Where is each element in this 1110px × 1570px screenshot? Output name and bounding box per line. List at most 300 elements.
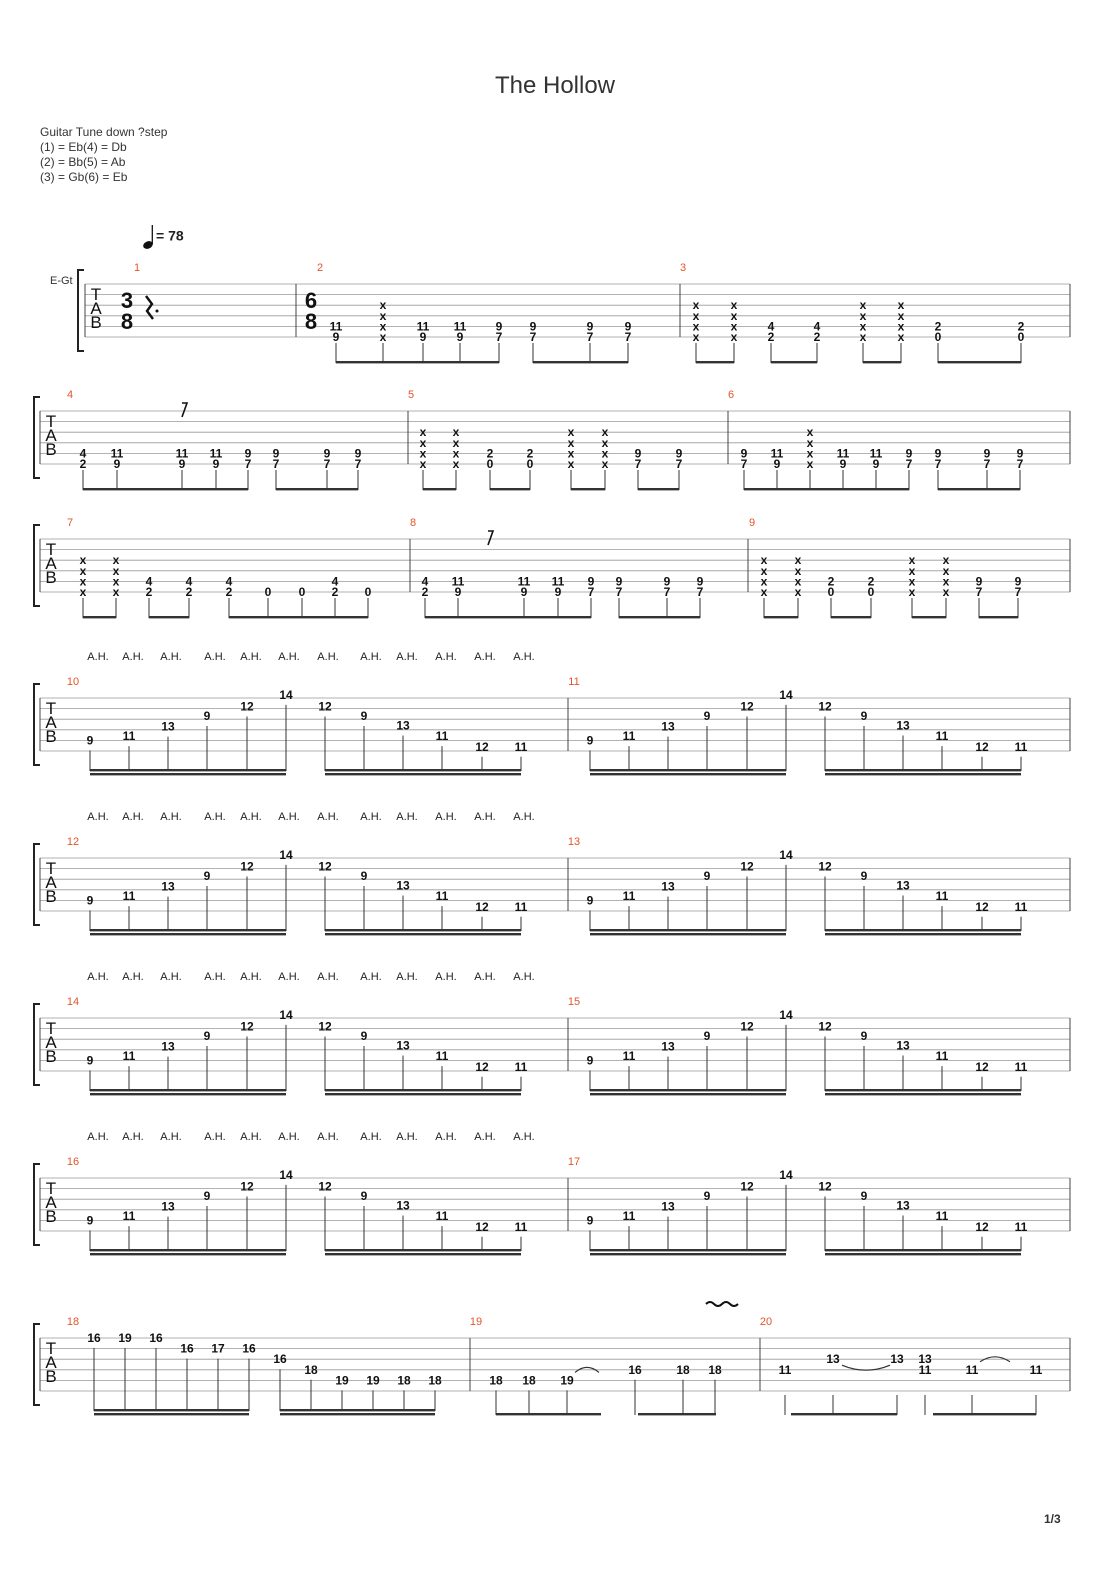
harmonic-fret-number: 12: [318, 1179, 332, 1194]
fret-number: 7: [354, 457, 362, 471]
harmonic-fret-number: 12: [475, 739, 489, 754]
measure-number: 7: [66, 517, 74, 529]
beam: [276, 488, 358, 490]
fret-number: 16: [273, 1352, 287, 1367]
fret-number: 7: [244, 457, 252, 471]
tuning-line: (3) = Gb(6) = Eb: [40, 170, 128, 184]
harmonic-fret-number: 14: [779, 847, 793, 862]
harmonic-fret-number: 13: [661, 719, 675, 734]
beam: [590, 929, 786, 931]
dead-note: x: [897, 298, 905, 313]
track-name: E-Gt: [50, 275, 73, 287]
tab-staff: [34, 1164, 1070, 1245]
beam: [825, 929, 1021, 931]
beam: [696, 361, 734, 363]
staff-bracket: [34, 525, 40, 606]
measure-number: 6: [727, 389, 735, 401]
beam: [938, 361, 1021, 363]
fret-number: 9: [272, 446, 280, 461]
fret-number: 7: [634, 457, 642, 471]
fret-number: 16: [87, 1331, 101, 1345]
harmonic-annotation: A.H.: [278, 651, 300, 663]
fret-number: 2: [145, 585, 153, 599]
dead-note: x: [794, 585, 802, 599]
harmonic-fret-number: 12: [318, 699, 332, 714]
staff-bracket: [34, 1324, 40, 1405]
harmonic-fret-number: 11: [935, 889, 949, 904]
harmonic-fret-number: 9: [703, 709, 711, 724]
beam: [638, 488, 679, 490]
fret-number: 19: [335, 1373, 349, 1388]
harmonic-fret-number: 9: [586, 893, 594, 908]
harmonic-fret-number: 12: [740, 699, 754, 714]
fret-number: 11: [770, 446, 784, 461]
fret-number: 11: [869, 446, 883, 461]
harmonic-annotation: A.H.: [360, 651, 382, 663]
fret-number: 11: [453, 319, 467, 334]
dead-note: x: [601, 457, 609, 471]
harmonic-fret-number: 9: [203, 1189, 211, 1204]
fret-number: 7: [624, 330, 632, 344]
tab-staff: [34, 844, 1070, 925]
dead-note: x: [567, 435, 575, 450]
harmonic-fret-number: 13: [896, 1038, 910, 1053]
beam: [94, 1409, 249, 1411]
fret-number: 9: [332, 330, 340, 344]
harmonic-fret-number: 9: [586, 1053, 594, 1068]
staff-bracket: [34, 1164, 40, 1245]
harmonic-fret-number: 14: [279, 1007, 293, 1022]
dead-note: x: [730, 330, 738, 344]
tab-staff: [34, 1004, 1070, 1085]
tab-clef-letter: B: [90, 313, 102, 332]
beam: [590, 1089, 786, 1091]
harmonic-annotation-row: [87, 811, 534, 823]
measure-number: 19: [469, 1316, 483, 1328]
fret-number: 4: [767, 319, 775, 334]
fret-number: 18: [304, 1362, 318, 1377]
harmonic-annotation: A.H.: [204, 1131, 226, 1143]
harmonic-fret-number: 9: [360, 709, 368, 724]
fret-number: 9: [773, 457, 781, 471]
beam: [771, 361, 817, 363]
measure-number: 18: [66, 1316, 80, 1328]
fret-number: 7: [905, 457, 913, 471]
tab-clef-letter: T: [45, 412, 57, 431]
fret-number: 2: [225, 585, 233, 599]
dead-note: x: [112, 563, 120, 578]
dead-note: x: [452, 457, 460, 471]
beam: [825, 1249, 1021, 1251]
harmonic-fret-number: 13: [396, 878, 410, 893]
fret-number: 16: [242, 1341, 256, 1356]
harmonic-fret-number: 13: [161, 1039, 175, 1054]
harmonic-fret-number: 11: [1014, 899, 1028, 914]
measure-5: [420, 425, 683, 490]
beam: [863, 361, 901, 363]
tab-clef-letter: B: [45, 568, 57, 587]
harmonic-fret-number: 11: [622, 1209, 636, 1224]
beam: [619, 616, 700, 618]
beam: [590, 933, 786, 935]
beam: [496, 1413, 601, 1415]
beam: [90, 1249, 286, 1251]
harmonic-annotation: A.H.: [360, 811, 382, 823]
harmonic-annotation: A.H.: [87, 811, 109, 823]
harmonic-annotation: A.H.: [87, 651, 109, 663]
harmonic-annotation: A.H.: [160, 1131, 182, 1143]
harmonic-annotation: A.H.: [474, 651, 496, 663]
fret-number: 11: [175, 446, 189, 461]
measure-15: [587, 1008, 1028, 1096]
beam: [979, 616, 1018, 618]
tab-clef-letter: T: [45, 1179, 57, 1198]
harmonic-fret-number: 14: [279, 1167, 293, 1182]
tab-staff: [34, 1324, 1070, 1405]
beam: [325, 933, 521, 935]
measure-number: 5: [407, 389, 415, 401]
fret-number: 2: [767, 330, 775, 344]
fret-number: 9: [244, 446, 252, 461]
measure-number: 3: [679, 262, 687, 274]
fret-number: 9: [178, 457, 186, 471]
tab-clef-letter: B: [45, 1367, 57, 1386]
harmonic-fret-number: 13: [396, 1198, 410, 1213]
dead-note: x: [79, 585, 87, 599]
time-signature-bottom: 8: [304, 309, 318, 334]
fret-number: 7: [272, 457, 280, 471]
tuning-line: (2) = Bb(5) = Ab: [40, 155, 126, 169]
fret-number: 18: [428, 1373, 442, 1388]
dead-note: x: [379, 298, 387, 313]
fret-number: 0: [867, 585, 875, 599]
measure-number: 16: [66, 1156, 80, 1168]
harmonic-fret-number: 12: [818, 699, 832, 714]
fret-number: 2: [934, 319, 942, 334]
beam: [90, 929, 286, 931]
harmonic-annotation: A.H.: [474, 811, 496, 823]
measure-13: [587, 848, 1028, 936]
measure-number: 2: [316, 262, 324, 274]
fret-number: 0: [264, 585, 272, 599]
fret-number: 9: [354, 446, 362, 461]
harmonic-fret-number: 11: [935, 1049, 949, 1064]
harmonic-fret-number: 11: [122, 1209, 136, 1224]
harmonic-fret-number: 9: [360, 869, 368, 884]
measure-9: [761, 553, 1022, 618]
fret-number: 9: [323, 446, 331, 461]
harmonic-fret-number: 11: [122, 1049, 136, 1064]
dead-note: x: [379, 330, 387, 344]
fret-number: 7: [529, 330, 537, 344]
fret-number: 18: [397, 1373, 411, 1388]
harmonic-fret-number: 11: [622, 889, 636, 904]
measure-7: [80, 553, 372, 618]
harmonic-annotation: A.H.: [435, 1131, 457, 1143]
measure-16: [87, 1168, 528, 1256]
harmonic-fret-number: 12: [818, 1179, 832, 1194]
harmonic-annotation: A.H.: [240, 1131, 262, 1143]
harmonic-fret-number: 14: [779, 1167, 793, 1182]
harmonic-fret-number: 9: [360, 1029, 368, 1044]
dead-note: x: [897, 308, 905, 323]
harmonic-fret-number: 13: [896, 718, 910, 733]
dead-note: x: [112, 574, 120, 589]
harmonic-fret-number: 11: [1014, 1219, 1028, 1234]
fret-number: 18: [489, 1373, 503, 1388]
dead-note: x: [859, 298, 867, 313]
dead-note: x: [452, 435, 460, 450]
fret-number: 4: [331, 574, 339, 589]
harmonic-fret-number: 12: [240, 859, 254, 874]
harmonic-annotation: A.H.: [360, 971, 382, 983]
fret-number: 2: [867, 574, 875, 589]
measure-number: 10: [66, 676, 80, 688]
harmonic-fret-number: 12: [975, 1219, 989, 1234]
tab-clef-letter: T: [45, 1339, 57, 1358]
harmonic-annotation: A.H.: [204, 651, 226, 663]
beam: [490, 488, 530, 490]
dead-note: x: [601, 435, 609, 450]
fret-number: 11: [551, 574, 565, 589]
harmonic-fret-number: 13: [661, 1199, 675, 1214]
harmonic-annotation: A.H.: [122, 651, 144, 663]
beam: [90, 933, 286, 935]
fret-number: 9: [675, 446, 683, 461]
page-number: 1/3: [1044, 1512, 1061, 1526]
harmonic-annotation: A.H.: [278, 971, 300, 983]
tuning-heading: Guitar Tune down ?step: [40, 125, 168, 139]
beam: [825, 1253, 1021, 1255]
dead-note: x: [379, 308, 387, 323]
rest-symbol: [182, 403, 187, 417]
harmonic-annotation: A.H.: [513, 811, 535, 823]
fret-number: 19: [366, 1373, 380, 1388]
measure-number: 9: [748, 517, 756, 529]
fret-number: 9: [520, 585, 528, 599]
measure-18: [87, 1331, 442, 1415]
harmonic-annotation: A.H.: [474, 1131, 496, 1143]
fret-number: 9: [740, 446, 748, 461]
beam: [933, 1413, 1036, 1415]
measure-10: [87, 688, 528, 776]
beam: [825, 933, 1021, 935]
beam: [325, 1093, 521, 1095]
harmonic-fret-number: 9: [203, 709, 211, 724]
harmonic-fret-number: 13: [896, 1198, 910, 1213]
fret-number: 7: [975, 585, 983, 599]
fret-number: 11: [1029, 1362, 1043, 1377]
measure-number: 17: [567, 1156, 581, 1168]
fret-number: 7: [323, 457, 331, 471]
measure-17: [587, 1168, 1028, 1256]
beam: [825, 1093, 1021, 1095]
fret-number: 7: [495, 330, 503, 344]
harmonic-fret-number: 12: [818, 859, 832, 874]
fret-number: 0: [827, 585, 835, 599]
song-title: The Hollow: [494, 72, 616, 99]
harmonic-annotation: A.H.: [435, 651, 457, 663]
harmonic-annotation: A.H.: [360, 1131, 382, 1143]
harmonic-annotation: A.H.: [513, 971, 535, 983]
fret-number: 11: [329, 319, 343, 334]
beam: [825, 773, 1021, 775]
time-signature: [305, 288, 317, 334]
harmonic-annotation-row: [87, 651, 534, 663]
fret-number: 0: [298, 585, 306, 599]
dead-note: x: [942, 585, 950, 599]
fret-number: 13: [890, 1352, 904, 1367]
fret-number: 7: [1014, 585, 1022, 599]
dead-note: x: [419, 425, 427, 440]
tab-clef-letter: A: [45, 1353, 57, 1372]
beam: [590, 769, 786, 771]
measure-number: 13: [567, 836, 581, 848]
fret-number: 16: [180, 1341, 194, 1356]
harmonic-fret-number: 12: [240, 699, 254, 714]
harmonic-fret-number: 13: [396, 718, 410, 733]
fret-number: 2: [827, 574, 835, 589]
harmonic-fret-number: 9: [860, 869, 868, 884]
harmonic-fret-number: 9: [203, 869, 211, 884]
dead-note: x: [112, 553, 120, 568]
harmonic-fret-number: 14: [279, 847, 293, 862]
fret-number: 11: [778, 1362, 792, 1377]
harmonic-fret-number: 9: [86, 1213, 94, 1228]
harmonic-fret-number: 11: [435, 889, 449, 904]
beam: [425, 616, 591, 618]
beam: [533, 361, 628, 363]
harmonic-annotation: A.H.: [317, 971, 339, 983]
fret-number: 4: [185, 574, 193, 589]
dead-note: x: [567, 457, 575, 471]
measure-11: [587, 688, 1028, 776]
harmonic-fret-number: 9: [586, 1213, 594, 1228]
harmonic-annotation: A.H.: [396, 651, 418, 663]
beam: [825, 1089, 1021, 1091]
harmonic-annotation: A.H.: [87, 1131, 109, 1143]
fret-number: 7: [675, 457, 683, 471]
harmonic-fret-number: 12: [975, 899, 989, 914]
measure-3: [693, 298, 1025, 363]
harmonic-fret-number: 12: [475, 899, 489, 914]
beam: [938, 488, 1020, 490]
fret-number: 9: [495, 319, 503, 334]
fret-number: 0: [364, 585, 372, 599]
harmonic-fret-number: 12: [975, 739, 989, 754]
tuning-line: (1) = Eb(4) = Db: [40, 140, 127, 154]
fret-number: 11: [836, 446, 850, 461]
fret-number: 2: [1017, 319, 1025, 334]
harmonic-annotation: A.H.: [435, 811, 457, 823]
harmonic-fret-number: 13: [661, 1039, 675, 1054]
harmonic-annotation: A.H.: [122, 971, 144, 983]
harmonic-annotation: A.H.: [278, 811, 300, 823]
harmonic-annotation: A.H.: [513, 651, 535, 663]
harmonic-fret-number: 11: [122, 729, 136, 744]
fret-number: 4: [79, 446, 87, 461]
measure-14: [87, 1008, 528, 1096]
staff-bracket: [34, 684, 40, 765]
fret-number: 9: [1016, 446, 1024, 461]
measure-number: 11: [568, 676, 580, 688]
fret-number: 2: [421, 585, 429, 599]
fret-number: 7: [696, 585, 704, 599]
fret-number: 4: [813, 319, 821, 334]
fret-number: 16: [628, 1362, 642, 1377]
tab-clef-letter: T: [90, 285, 102, 304]
beam: [423, 488, 456, 490]
staff-bracket: [34, 397, 40, 478]
harmonic-fret-number: 11: [435, 1209, 449, 1224]
fret-number: 0: [486, 457, 494, 471]
tab-clef-letter: A: [45, 554, 57, 573]
harmonic-annotation: A.H.: [396, 971, 418, 983]
beam: [94, 1413, 249, 1415]
harmonic-annotation: A.H.: [278, 1131, 300, 1143]
tab-clef-letter: T: [45, 699, 57, 718]
measure-number: 1: [133, 262, 141, 274]
harmonic-fret-number: 14: [779, 1007, 793, 1022]
beam: [90, 1253, 286, 1255]
time-signature-top: 3: [120, 288, 134, 313]
harmonic-fret-number: 9: [86, 893, 94, 908]
tab-clef-letter: A: [45, 1193, 57, 1212]
beam: [280, 1409, 435, 1411]
beam: [590, 1253, 786, 1255]
harmonic-fret-number: 12: [318, 1019, 332, 1034]
harmonic-annotation: A.H.: [160, 971, 182, 983]
dead-note: x: [692, 330, 700, 344]
dead-note: x: [897, 330, 905, 344]
dead-note: x: [760, 574, 768, 589]
fret-number: 7: [615, 585, 623, 599]
harmonic-fret-number: 9: [703, 869, 711, 884]
fret-number: 2: [185, 585, 193, 599]
dead-note: x: [730, 319, 738, 334]
harmonic-annotation: A.H.: [396, 811, 418, 823]
harmonic-annotation: A.H.: [204, 811, 226, 823]
harmonic-fret-number: 13: [161, 879, 175, 894]
tab-clef-letter: A: [45, 1033, 57, 1052]
fret-number: 19: [560, 1373, 574, 1388]
harmonic-fret-number: 9: [860, 1189, 868, 1204]
harmonic-annotation: A.H.: [122, 811, 144, 823]
beam: [90, 769, 286, 771]
harmonic-fret-number: 12: [740, 1179, 754, 1194]
measure-6: [741, 425, 1024, 490]
harmonic-annotation: A.H.: [204, 971, 226, 983]
beam: [229, 616, 368, 618]
dead-note: x: [806, 435, 814, 450]
harmonic-annotation: A.H.: [435, 971, 457, 983]
harmonic-fret-number: 12: [475, 1059, 489, 1074]
dead-note: x: [760, 553, 768, 568]
beam: [590, 773, 786, 775]
beam: [912, 616, 946, 618]
time-signature-top: 6: [304, 288, 318, 313]
harmonic-fret-number: 11: [622, 729, 636, 744]
harmonic-fret-number: 11: [514, 1059, 528, 1074]
beam: [149, 616, 189, 618]
tab-clef-letter: T: [45, 1019, 57, 1038]
tab-clef-letter: B: [45, 887, 57, 906]
beam: [571, 488, 605, 490]
fret-number: 7: [740, 457, 748, 471]
harmonic-fret-number: 9: [703, 1029, 711, 1044]
fret-number: 11: [451, 574, 465, 589]
fret-number: 4: [421, 574, 429, 589]
